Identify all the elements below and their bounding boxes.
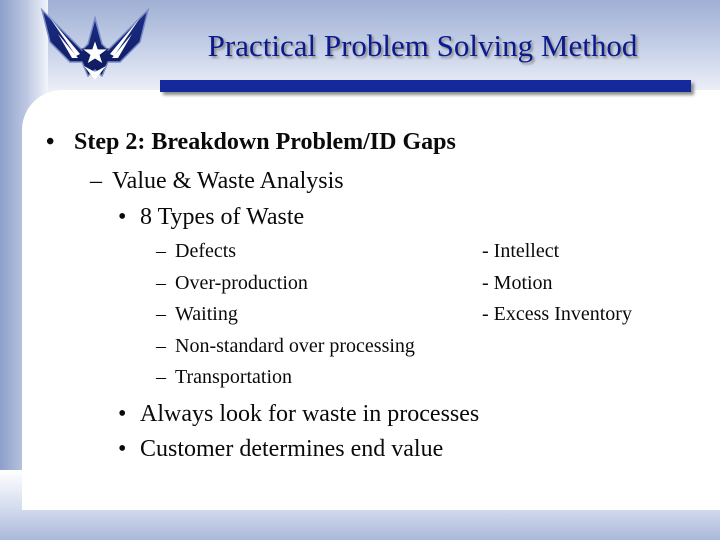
note-text: Customer determines end value bbox=[140, 436, 444, 462]
subsubpoint bbox=[118, 200, 304, 234]
waste-type: Waiting bbox=[175, 303, 238, 325]
note-bullet bbox=[118, 431, 443, 467]
dash-glyph: – bbox=[156, 240, 166, 262]
waste-type: Over-production bbox=[175, 271, 308, 294]
subpoint bbox=[90, 164, 344, 198]
dash-glyph: – bbox=[156, 303, 166, 325]
title-underline bbox=[160, 80, 691, 92]
list-item: - Excess Inventory bbox=[482, 303, 632, 325]
step-text: Step 2: Breakdown Problem/ID Gaps bbox=[74, 129, 456, 155]
bullet-glyph: • bbox=[46, 129, 55, 155]
dash-glyph: – bbox=[156, 334, 166, 357]
note-text: Always look for waste in processes bbox=[140, 401, 480, 427]
subpoint-text: Value & Waste Analysis bbox=[112, 168, 344, 194]
list-item bbox=[156, 331, 415, 363]
waste-list-left bbox=[156, 236, 415, 394]
subsubpoint-text: 8 Types of Waste bbox=[140, 204, 305, 230]
waste-type: Transportation bbox=[175, 366, 293, 388]
list-item bbox=[156, 236, 415, 268]
bullet-glyph: • bbox=[118, 204, 127, 230]
list-item: - Intellect bbox=[482, 240, 560, 262]
list-item bbox=[156, 268, 415, 300]
list-item bbox=[156, 299, 415, 331]
step-bullet bbox=[46, 124, 456, 160]
slide-title: Practical Problem Solving Method bbox=[207, 28, 638, 63]
bullet-glyph: • bbox=[118, 401, 127, 427]
air-force-wings-icon bbox=[36, 4, 154, 90]
waste-list-right bbox=[482, 236, 632, 331]
bullet-glyph: • bbox=[118, 436, 127, 462]
list-item bbox=[156, 362, 415, 394]
list-item: - Motion bbox=[482, 271, 553, 294]
waste-type: Non-standard over processing bbox=[175, 334, 415, 357]
dash-glyph: – bbox=[156, 271, 166, 294]
dash-glyph: – bbox=[90, 168, 102, 194]
waste-type: Defects bbox=[175, 240, 237, 262]
dash-glyph: – bbox=[156, 366, 166, 388]
note-bullet bbox=[118, 396, 479, 432]
